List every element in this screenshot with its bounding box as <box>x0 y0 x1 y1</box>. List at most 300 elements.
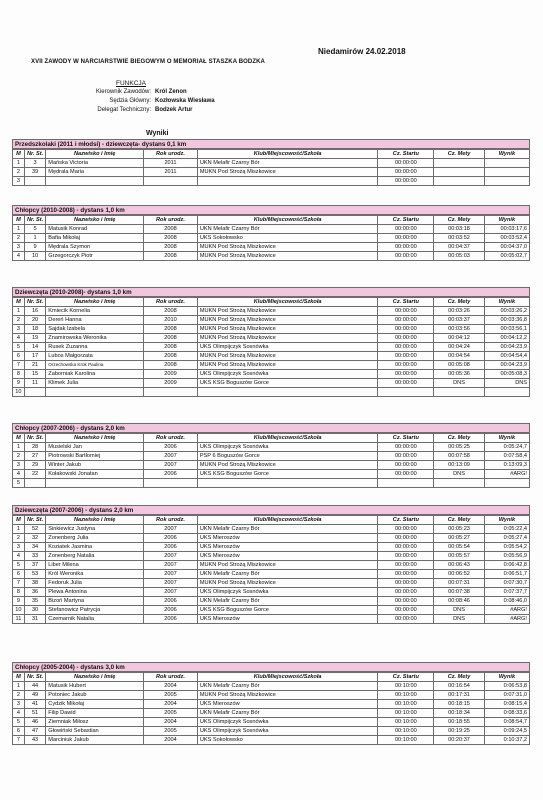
table-row <box>13 727 530 736</box>
results-table <box>12 433 530 488</box>
cell-place: 3 <box>13 325 25 334</box>
event-date: Niedamirów 24.02.2018 <box>318 47 406 56</box>
cell-finish-time: 00:13:09 <box>434 461 485 470</box>
cell-name: Kołakowski Jonatan <box>46 470 144 479</box>
column-header-name: Nazwisko i Imię <box>46 150 144 159</box>
cell-start-number: 37 <box>24 561 45 570</box>
column-header-result: Wynik <box>484 150 529 159</box>
cell-start-time: 00:00:00 <box>378 352 434 361</box>
cell-club: UKS Mieroszów <box>197 543 378 552</box>
cell-club: MUKN Pod Strożą Miszkowice <box>197 307 378 316</box>
cell-place: 3 <box>13 700 25 709</box>
cell-place: 2 <box>13 452 25 461</box>
column-header-finish-time: Cz. Mety <box>434 150 485 159</box>
cell-place: 4 <box>13 252 25 261</box>
cell-club: MUKN Pod Strożą Miszkowice <box>197 352 378 361</box>
cell-birth-year: 2008 <box>144 361 198 370</box>
table-row <box>13 225 530 234</box>
table-row <box>13 243 530 252</box>
results-table <box>12 515 530 624</box>
cell-start-time <box>378 388 434 397</box>
category-title: Przedszkolaki (2011 i młodsi) - dziewczęta- dystans 0,1 km <box>12 139 530 149</box>
category-block <box>12 287 530 397</box>
cell-finish-time: 00:17:31 <box>434 691 485 700</box>
cell-place: 8 <box>13 588 25 597</box>
function-value: Bodzek Artur <box>155 107 193 113</box>
cell-name: Cydzik Mikołaj <box>46 700 144 709</box>
cell-place: 7 <box>13 361 25 370</box>
cell-club: UKS Mieroszów <box>197 700 378 709</box>
column-header-club: Klub/Miejscowość/Szkoła <box>197 516 378 525</box>
cell-birth-year: 2008 <box>144 243 198 252</box>
column-header-birth-year: Rok urodz. <box>144 516 198 525</box>
cell-birth-year: 2007 <box>144 588 198 597</box>
cell-place: 9 <box>13 379 25 388</box>
column-header-finish-time: Cz. Mety <box>434 673 485 682</box>
cell-name: Zaborniak Karolina <box>46 370 144 379</box>
table-row <box>13 443 530 452</box>
cell-result: 0:05:56,9 <box>484 552 529 561</box>
cell-club: UKS Olimpijczyk Sosnówka <box>197 588 378 597</box>
cell-place: 4 <box>13 552 25 561</box>
cell-start-time: 00:00:00 <box>378 307 434 316</box>
cell-result: 00:04:37,0 <box>484 243 529 252</box>
cell-name: Kmiecik Kornelia <box>46 307 144 316</box>
cell-result: 0:05:24,7 <box>484 443 529 452</box>
cell-place: 11 <box>13 615 25 624</box>
cell-result: 0:13:09,3 <box>484 461 529 470</box>
table-header-row <box>13 216 530 225</box>
cell-club: UKS Sokołowsko <box>197 736 378 745</box>
column-header-name: Nazwisko i Imię <box>46 516 144 525</box>
table-row <box>13 543 530 552</box>
cell-finish-time: 00:03:26 <box>434 307 485 316</box>
cell-start-time: 00:00:00 <box>378 234 434 243</box>
cell-finish-time: 00:05:03 <box>434 252 485 261</box>
column-header-name: Nazwisko i Imię <box>46 673 144 682</box>
cell-club: UKS Olimpijczyk Sosnówka <box>197 727 378 736</box>
cell-start-number: 29 <box>24 461 45 470</box>
cell-finish-time <box>434 159 485 168</box>
table-row <box>13 479 530 488</box>
cell-start-time: 00:00:00 <box>378 443 434 452</box>
cell-start-number: 27 <box>24 452 45 461</box>
cell-start-number: 5 <box>24 225 45 234</box>
cell-birth-year <box>144 388 198 397</box>
cell-birth-year: 2008 <box>144 343 198 352</box>
cell-finish-time <box>434 388 485 397</box>
cell-name <box>46 479 144 488</box>
cell-start-number: 10 <box>24 252 45 261</box>
cell-result: 0:06:51,7 <box>484 570 529 579</box>
category-block <box>12 423 530 488</box>
cell-start-number: 14 <box>24 343 45 352</box>
cell-start-time: 00:00:00 <box>378 159 434 168</box>
category-title: Dziewczęta (2007-2006) - dystans 2,0 km <box>12 505 530 515</box>
column-header-result: Wynik <box>484 434 529 443</box>
cell-start-time: 00:00:00 <box>378 597 434 606</box>
function-label: Sędzia Główny: <box>109 98 151 104</box>
column-header-start-number: Nr. St. <box>24 673 45 682</box>
cell-name: Piotrowski Bartłomiej <box>46 452 144 461</box>
cell-result: 00:04:23,9 <box>484 361 529 370</box>
cell-result: 00:03:17,6 <box>484 225 529 234</box>
column-header-finish-time: Cz. Mety <box>434 216 485 225</box>
column-header-start-time: Cz. Startu <box>378 434 434 443</box>
cell-birth-year: 2006 <box>144 443 198 452</box>
cell-finish-time: 00:04:12 <box>434 334 485 343</box>
cell-result: 0:05:54,2 <box>484 543 529 552</box>
cell-result <box>484 388 529 397</box>
column-header-start-time: Cz. Startu <box>378 150 434 159</box>
column-header-result: Wynik <box>484 673 529 682</box>
cell-club: MUKN Pod Strożą Miszkowice <box>197 361 378 370</box>
cell-finish-time <box>434 479 485 488</box>
column-header-club: Klub/Miejscowość/Szkoła <box>197 673 378 682</box>
column-header-start-number: Nr. St. <box>24 150 45 159</box>
cell-start-number: 47 <box>24 727 45 736</box>
cell-place: 8 <box>13 370 25 379</box>
cell-result <box>484 479 529 488</box>
cell-start-number: 15 <box>24 370 45 379</box>
cell-place: 4 <box>13 709 25 718</box>
cell-result: 0:10:37,2 <box>484 736 529 745</box>
column-header-birth-year: Rok urodz. <box>144 673 198 682</box>
cell-finish-time: 00:06:43 <box>434 561 485 570</box>
cell-name: Mańska Victoria <box>46 159 144 168</box>
cell-place: 1 <box>13 443 25 452</box>
column-header-place: M <box>13 216 25 225</box>
cell-finish-time: 00:16:54 <box>434 682 485 691</box>
cell-club: UKS KSG Boguszów Gorce <box>197 379 378 388</box>
cell-name: Ziemniak Miłosz <box>46 718 144 727</box>
cell-place: 1 <box>13 159 25 168</box>
function-label: Kierownik Zawodów: <box>95 89 151 95</box>
cell-club: UKS KSG Boguszów Gorce <box>197 606 378 615</box>
cell-start-time: 00:00:00 <box>378 552 434 561</box>
cell-birth-year: 2008 <box>144 307 198 316</box>
cell-birth-year: 2008 <box>144 334 198 343</box>
function-value: Kozłowska Wiesława <box>155 98 215 104</box>
table-row <box>13 579 530 588</box>
cell-finish-time: 00:05:25 <box>434 443 485 452</box>
cell-name: Znamirowska Weronika <box>46 334 144 343</box>
cell-start-time: 00:10:00 <box>378 718 434 727</box>
cell-start-time: 00:00:00 <box>378 534 434 543</box>
cell-result: 0:08:54,7 <box>484 718 529 727</box>
cell-start-time: 00:00:00 <box>378 470 434 479</box>
cell-name: Matusik Konrad <box>46 225 144 234</box>
table-header-row <box>13 516 530 525</box>
table-row <box>13 461 530 470</box>
cell-place: 4 <box>13 470 25 479</box>
cell-club: UKN Melafir Czarny Bór <box>197 709 378 718</box>
column-header-result: Wynik <box>484 298 529 307</box>
cell-start-number: 9 <box>24 243 45 252</box>
cell-name: Lubos Małgorzata <box>46 352 144 361</box>
cell-result: 00:03:36,8 <box>484 316 529 325</box>
table-row <box>13 168 530 177</box>
column-header-start-number: Nr. St. <box>24 298 45 307</box>
category-block <box>12 505 530 624</box>
cell-birth-year: 2007 <box>144 561 198 570</box>
column-header-birth-year: Rok urodz. <box>144 150 198 159</box>
cell-club: UKN Melafir Czarny Bór <box>197 597 378 606</box>
cell-start-number: 17 <box>24 352 45 361</box>
cell-result <box>484 168 529 177</box>
cell-place: 3 <box>13 243 25 252</box>
cell-result: 00:05:02,7 <box>484 252 529 261</box>
cell-start-number: 35 <box>24 597 45 606</box>
column-header-club: Klub/Miejscowość/Szkoła <box>197 150 378 159</box>
cell-finish-time: 00:05:36 <box>434 370 485 379</box>
cell-start-time: 00:10:00 <box>378 682 434 691</box>
column-header-start-number: Nr. St. <box>24 516 45 525</box>
cell-finish-time: 00:04:24 <box>434 343 485 352</box>
cell-place: 3 <box>13 177 25 186</box>
table-row <box>13 525 530 534</box>
results-table <box>12 215 530 261</box>
cell-start-time: 00:00:00 <box>378 343 434 352</box>
cell-finish-time: 00:04:54 <box>434 352 485 361</box>
column-header-name: Nazwisko i Imię <box>46 216 144 225</box>
cell-birth-year: 2004 <box>144 682 198 691</box>
cell-club: MUKN Pod Strożą Miszkowice <box>197 243 378 252</box>
cell-birth-year: 2006 <box>144 615 198 624</box>
cell-finish-time: 00:06:52 <box>434 570 485 579</box>
cell-result: 0:07:30,7 <box>484 579 529 588</box>
cell-name: Klimek Julia <box>46 379 144 388</box>
cell-finish-time: 00:07:31 <box>434 579 485 588</box>
table-row <box>13 552 530 561</box>
cell-birth-year: 2005 <box>144 691 198 700</box>
table-header-row <box>13 150 530 159</box>
cell-name: Fedoruk Julia <box>46 579 144 588</box>
cell-start-number <box>24 177 45 186</box>
cell-result: 0:07:37,7 <box>484 588 529 597</box>
cell-name: Sajdak Izabela <box>46 325 144 334</box>
cell-finish-time: 00:05:57 <box>434 552 485 561</box>
cell-finish-time: 00:03:18 <box>434 225 485 234</box>
cell-name: Bizoń Martyna <box>46 597 144 606</box>
cell-finish-time <box>434 177 485 186</box>
cell-name: Dereń Hanna <box>46 316 144 325</box>
table-row <box>13 700 530 709</box>
cell-finish-time: 00:18:15 <box>434 700 485 709</box>
table-row <box>13 709 530 718</box>
cell-start-number: 19 <box>24 334 45 343</box>
table-row <box>13 606 530 615</box>
cell-club: PSP 6 Boguszów Gorce <box>197 452 378 461</box>
cell-name: Filip Dawid <box>46 709 144 718</box>
cell-start-time: 00:00:00 <box>378 379 434 388</box>
cell-start-time: 00:10:00 <box>378 700 434 709</box>
cell-finish-time: 00:04:37 <box>434 243 485 252</box>
category-block <box>12 662 530 745</box>
cell-name <box>46 388 144 397</box>
cell-place: 9 <box>13 597 25 606</box>
cell-club: MUKN Pod Strożą Miszkowice <box>197 168 378 177</box>
column-header-name: Nazwisko i Imię <box>46 434 144 443</box>
cell-name <box>46 177 144 186</box>
table-row <box>13 718 530 727</box>
cell-club: UKS Sokołowsko <box>197 234 378 243</box>
cell-result: #ARG! <box>484 606 529 615</box>
cell-place: 1 <box>13 682 25 691</box>
column-header-place: M <box>13 150 25 159</box>
cell-birth-year: 2006 <box>144 470 198 479</box>
cell-place: 3 <box>13 461 25 470</box>
cell-place: 5 <box>13 718 25 727</box>
column-header-birth-year: Rok urodz. <box>144 216 198 225</box>
cell-start-number: 22 <box>24 470 45 479</box>
cell-birth-year: 2007 <box>144 570 198 579</box>
table-row <box>13 370 530 379</box>
function-row <box>40 98 340 104</box>
table-row <box>13 325 530 334</box>
cell-result: 00:04:12,2 <box>484 334 529 343</box>
cell-name: Mędrala Szymon <box>46 243 144 252</box>
table-row <box>13 234 530 243</box>
column-header-place: M <box>13 673 25 682</box>
table-row <box>13 561 530 570</box>
cell-birth-year: 2011 <box>144 159 198 168</box>
cell-finish-time: 00:05:23 <box>434 525 485 534</box>
cell-start-time: 00:00:00 <box>378 452 434 461</box>
cell-name: Mędrala Maria <box>46 168 144 177</box>
cell-club: UKS Olimpijczyk Sosnówka <box>197 718 378 727</box>
results-table <box>12 672 530 745</box>
cell-result: 00:03:56,1 <box>484 325 529 334</box>
cell-birth-year <box>144 177 198 186</box>
cell-club: MUKN Pod Strożą Miszkowice <box>197 252 378 261</box>
cell-result: 00:03:52,4 <box>484 234 529 243</box>
cell-start-time: 00:00:00 <box>378 225 434 234</box>
cell-name: Marciniuk Jakub <box>46 736 144 745</box>
cell-start-time: 00:00:00 <box>378 370 434 379</box>
column-header-place: M <box>13 516 25 525</box>
cell-start-number <box>24 479 45 488</box>
cell-start-number: 46 <box>24 718 45 727</box>
function-row <box>40 89 340 95</box>
table-row <box>13 334 530 343</box>
cell-birth-year: 2007 <box>144 579 198 588</box>
cell-start-number: 16 <box>24 307 45 316</box>
cell-finish-time: 00:05:08 <box>434 361 485 370</box>
cell-name: Orzechowska Krok Paulina <box>46 361 144 370</box>
column-header-start-number: Nr. St. <box>24 216 45 225</box>
cell-result: 00:03:26,2 <box>484 307 529 316</box>
cell-result <box>484 177 529 186</box>
cell-place: 1 <box>13 307 25 316</box>
cell-result: DNS <box>484 379 529 388</box>
cell-name: Zonenberg Julia <box>46 534 144 543</box>
cell-birth-year: 2007 <box>144 525 198 534</box>
column-header-start-number: Nr. St. <box>24 434 45 443</box>
cell-result: 0:08:15,4 <box>484 700 529 709</box>
cell-birth-year: 2007 <box>144 461 198 470</box>
cell-start-number: 38 <box>24 579 45 588</box>
functions-heading: FUNKCJA <box>116 80 146 87</box>
table-row <box>13 615 530 624</box>
cell-start-time: 00:00:00 <box>378 168 434 177</box>
cell-start-time: 00:00:00 <box>378 579 434 588</box>
cell-club <box>197 479 378 488</box>
cell-club: UKS Mieroszów <box>197 534 378 543</box>
cell-birth-year: 2011 <box>144 168 198 177</box>
table-row <box>13 316 530 325</box>
column-header-name: Nazwisko i Imię <box>46 298 144 307</box>
column-header-club: Klub/Miejscowość/Szkoła <box>197 216 378 225</box>
cell-finish-time: DNS <box>434 615 485 624</box>
cell-result: 0:08:33,6 <box>484 709 529 718</box>
cell-start-number: 18 <box>24 325 45 334</box>
cell-birth-year: 2010 <box>144 316 198 325</box>
cell-club: MUKN Pod Strożą Miszkowice <box>197 691 378 700</box>
table-row <box>13 470 530 479</box>
cell-start-number: 21 <box>24 361 45 370</box>
cell-club: UKN Melafir Czarny Bór <box>197 225 378 234</box>
table-header-row <box>13 298 530 307</box>
table-row <box>13 588 530 597</box>
cell-place: 10 <box>13 388 25 397</box>
column-header-birth-year: Rok urodz. <box>144 298 198 307</box>
cell-place: 2 <box>13 316 25 325</box>
cell-start-time: 00:00:00 <box>378 361 434 370</box>
table-row <box>13 388 530 397</box>
column-header-finish-time: Cz. Mety <box>434 298 485 307</box>
cell-name: Liber Milena <box>46 561 144 570</box>
cell-birth-year: 2005 <box>144 727 198 736</box>
cell-club: MUKN Pod Strożą Miszkowice <box>197 579 378 588</box>
cell-start-number: 39 <box>24 168 45 177</box>
cell-finish-time: DNS <box>434 606 485 615</box>
cell-start-number: 20 <box>24 316 45 325</box>
table-row <box>13 379 530 388</box>
cell-place: 3 <box>13 543 25 552</box>
table-row <box>13 682 530 691</box>
cell-start-time: 00:00:00 <box>378 525 434 534</box>
cell-club <box>197 388 378 397</box>
category-block <box>12 205 530 261</box>
cell-name: Potoniec Jakub <box>46 691 144 700</box>
column-header-start-time: Cz. Startu <box>378 516 434 525</box>
cell-finish-time: 00:20:37 <box>434 736 485 745</box>
cell-birth-year: 2004 <box>144 718 198 727</box>
cell-start-number: 30 <box>24 606 45 615</box>
column-header-start-time: Cz. Startu <box>378 216 434 225</box>
cell-start-time: 00:10:00 <box>378 691 434 700</box>
cell-result: 0:06:53,8 <box>484 682 529 691</box>
cell-club: MUKN Pod Strożą Miszkowice <box>197 325 378 334</box>
cell-club: UKS Olimpijczyk Sosnówka <box>197 370 378 379</box>
cell-finish-time: 00:08:46 <box>434 597 485 606</box>
cell-start-time: 00:00:00 <box>378 543 434 552</box>
cell-name: Czemarnik Natalia <box>46 615 144 624</box>
cell-place: 2 <box>13 691 25 700</box>
cell-birth-year: 2006 <box>144 534 198 543</box>
cell-start-number: 43 <box>24 736 45 745</box>
cell-result: #ARG! <box>484 470 529 479</box>
cell-result: 00:05:08,3 <box>484 370 529 379</box>
cell-name: Sinkiewicz Justyna <box>46 525 144 534</box>
cell-club: MUKN Pod Strożą Miszkowice <box>197 316 378 325</box>
cell-finish-time: DNS <box>434 379 485 388</box>
cell-finish-time: 00:05:54 <box>434 543 485 552</box>
cell-start-number: 31 <box>24 615 45 624</box>
category-block <box>12 139 530 186</box>
cell-place: 5 <box>13 561 25 570</box>
